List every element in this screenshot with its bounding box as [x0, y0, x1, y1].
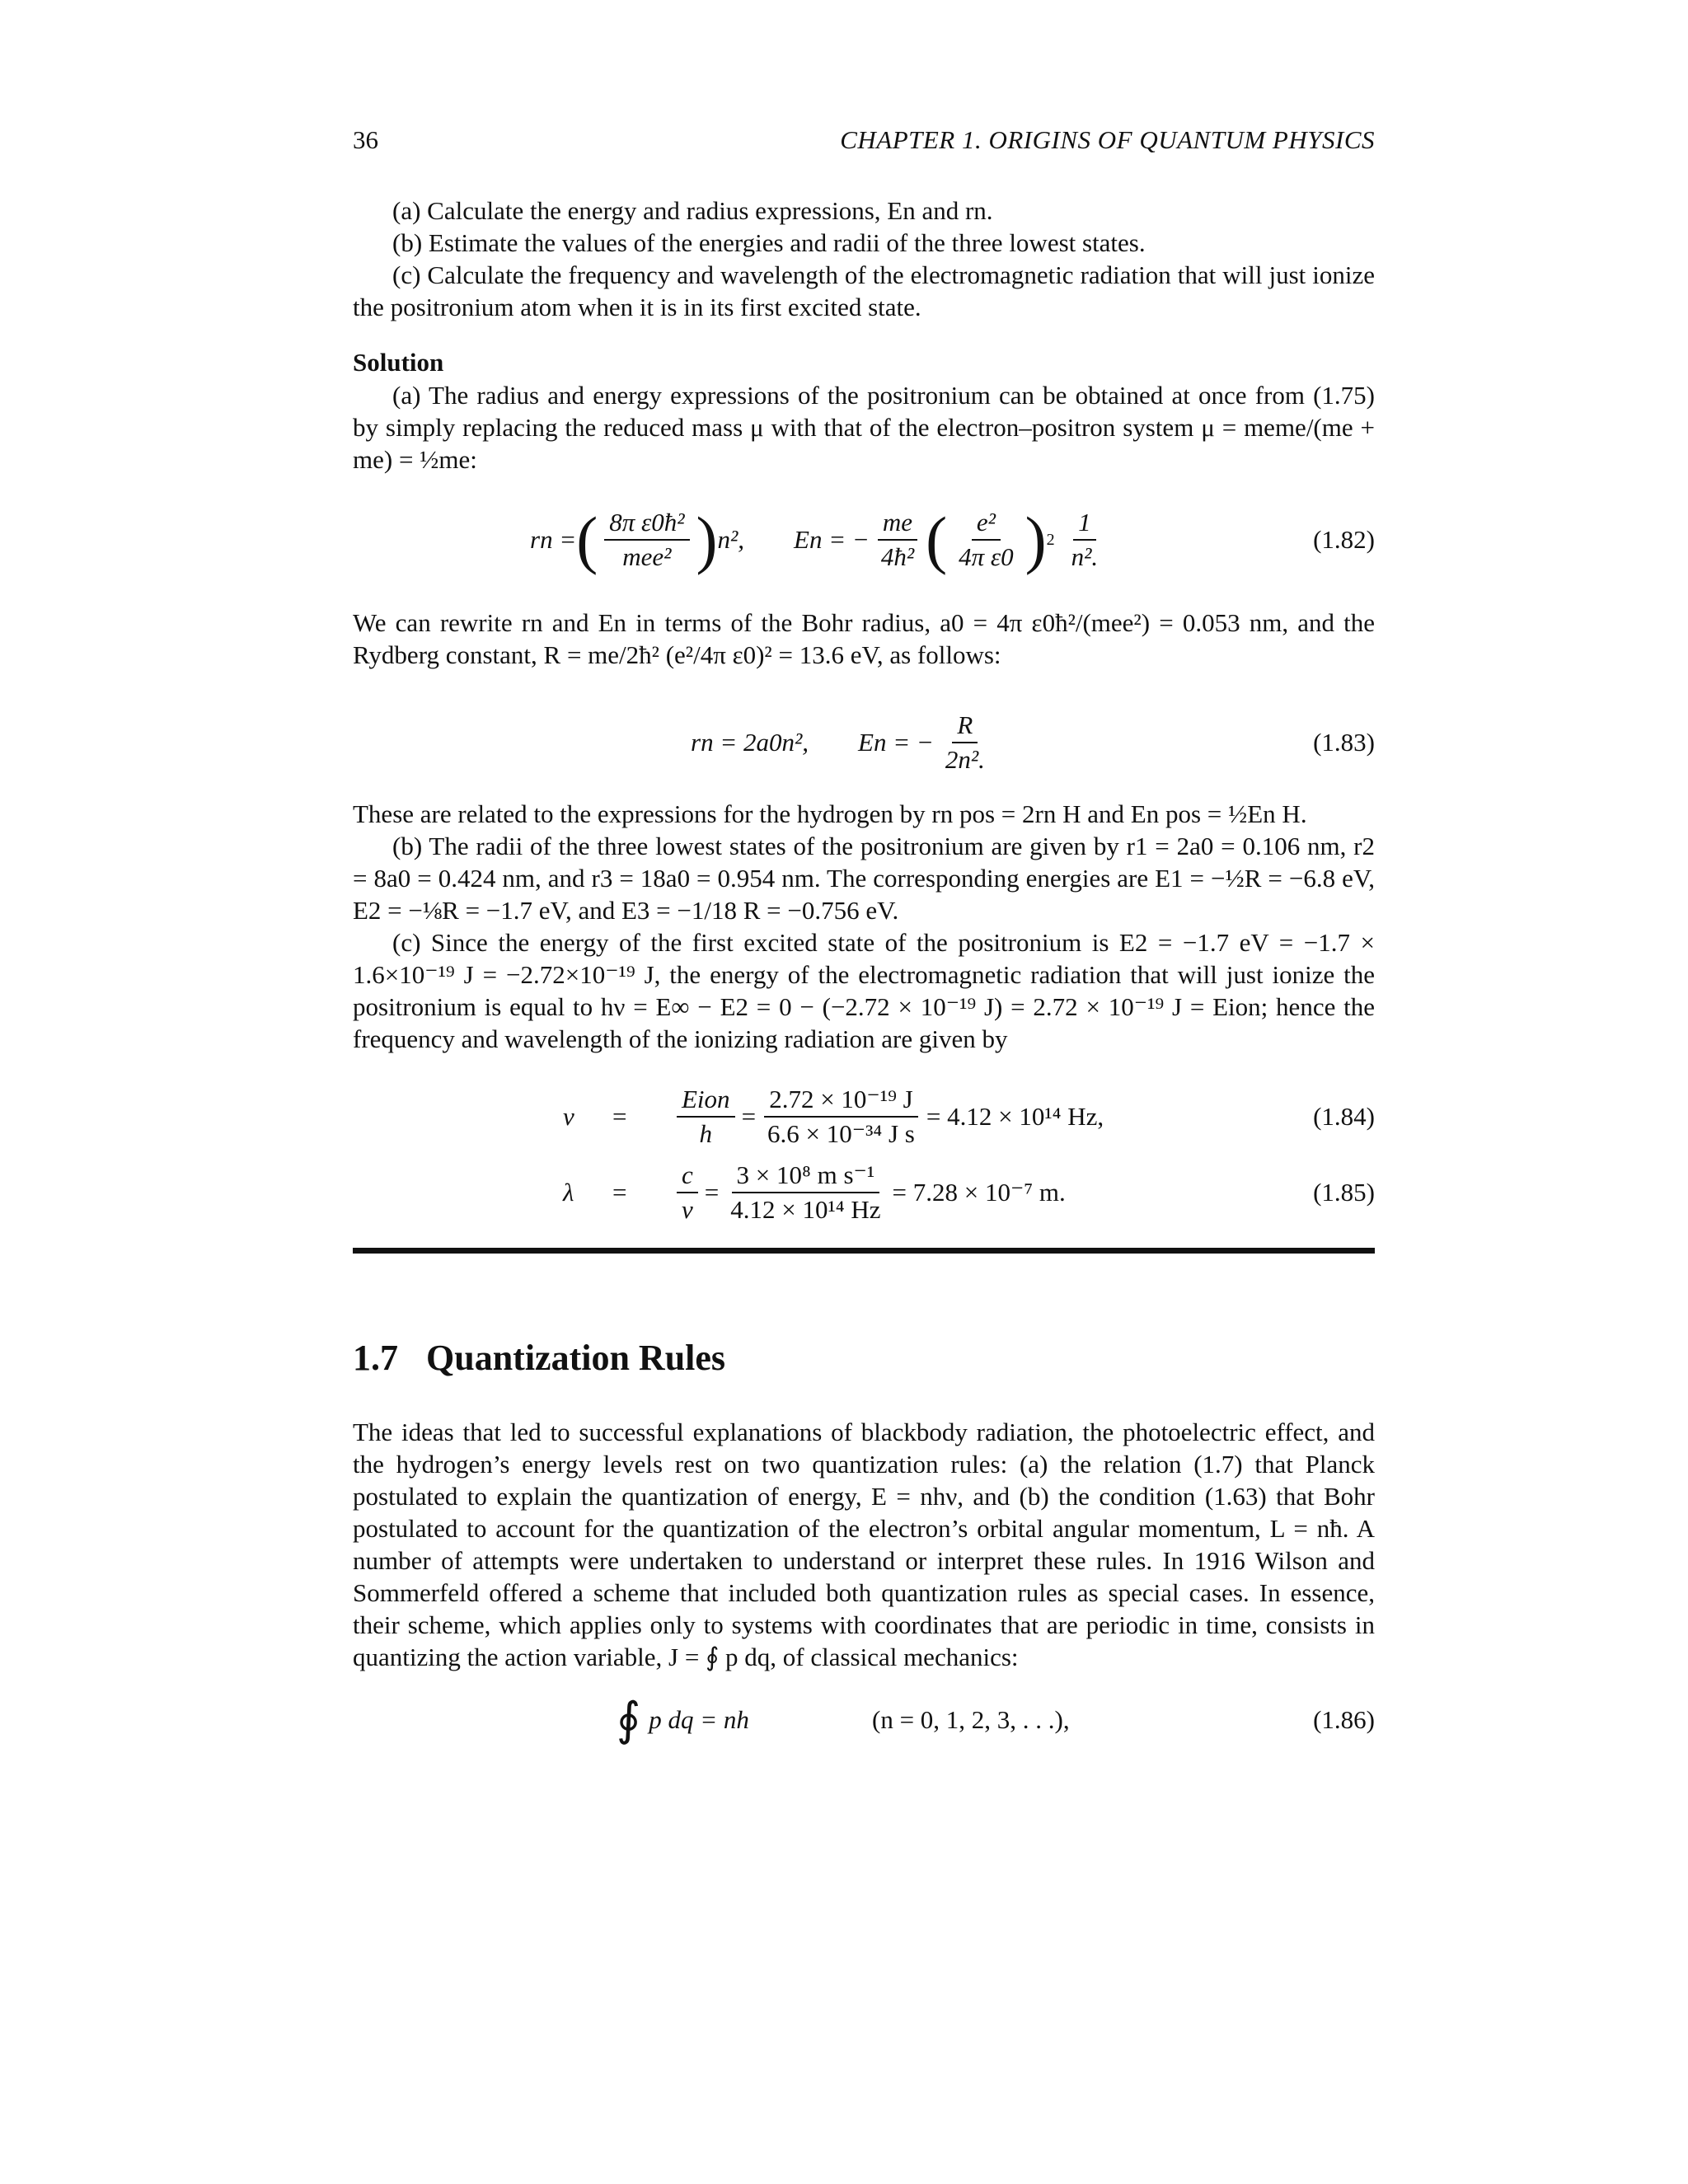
eq-186-condition: (n = 0, 1, 2, 3, . . .), — [872, 1705, 1070, 1734]
problem-part-a: (a) Calculate the energy and radius expressions, En and rn. — [392, 196, 993, 225]
book-page — [353, 0, 1375, 2184]
eq-184-result: = 4.12 × 10¹⁴ Hz, — [926, 1102, 1104, 1131]
eq-184-lhs: ν — [563, 1102, 574, 1131]
section-paragraph: The ideas that led to successful explanations of blackbody radiation, the photoelectric effect, and the hydrogen’s energy levels rest on two quantization rules: (a) the relation (1.7) that Planck postulated to explain the quantization of energy, E = nhν, and (b) the condition (1.63) that Bohr postulated to account for the quantization of the electron’s orbital angular momentum, L = nħ. A number of attempts were undertaken to understand or interpret these rules. In 1916 Wilson and Sommerfeld offered a scheme that included both quantization rules as special cases. In essence, their scheme, which applies only to systems with coordinates that are periodic in time, consists in quantizing the action variable, J = ∮ p dq, of classical mechanics: — [353, 1418, 1375, 1671]
eq-rn-tail: n², — [717, 525, 745, 554]
solution-paragraph-a: (a) The radius and energy expressions of the positronium can be obtained at once from (1.75) by simply replacing the reduced mass μ with that of the electron–positron system μ = memе/(me + me) = ½me: — [353, 381, 1375, 474]
eq-183-fraction: $\frac{R}{\text{2n².}}$ — [945, 710, 985, 774]
eq-184-fraction-2: $\frac{\text{2.72 × 10⁻¹⁹ J}}{\text{6.6 × 10⁻³⁴ J s}}$ — [762, 1085, 920, 1149]
solution-paragraph-c: (c) Since the energy of the first excited state of the positronium is E2 = −1.7 eV = −1.7 × 1.6×10⁻¹⁹ J = −2.72×10⁻¹⁹ J, the energy of the electromagnetic radiation that will just ionize the positronium is equal to hν = E∞ − E2 = 0 − (−2.72 × 10⁻¹⁹ J) = 2.72 × 10⁻¹⁹ J = Eion; hence the frequency and wavelength of the ionizing radiation are given by — [353, 928, 1375, 1053]
equation-1-86 — [353, 1683, 1375, 1757]
solution-end-rule — [353, 1248, 1375, 1254]
solution-paragraph-b: (b) The radii of the three lowest states of the positronium are given by r1 = 2a0 = 0.106 nm, r2 = 8a0 = 0.424 nm, and r3 = 18a0 = 0.954 nm. The corresponding energies are E1 = −½R = −6.8 eV, E2 = −⅛R = −1.7 eV, and E3 = −1/18 R = −0.756 eV. — [353, 832, 1375, 925]
chapter-title: CHAPTER 1. ORIGINS OF QUANTUM PHYSICS — [840, 125, 1375, 154]
eq-186-body: p dq = nh — [649, 1705, 749, 1734]
eq-183-en-lhs: En = − — [858, 728, 934, 757]
section-title: Quantization Rules — [426, 1338, 726, 1378]
equation-number-1-84: (1.84) — [1313, 1102, 1375, 1131]
equation-1-83 — [353, 705, 1375, 780]
equation-number-1-82: (1.82) — [1313, 525, 1375, 554]
eq-rn-lhs: rn = — [530, 525, 577, 554]
equation-1-82-body: rn = ( $\frac{\text{8π ε0ħ²}}{\text{mee²}}$ ) n², En = − $\frac{me}{\text{4ħ²}}$ ( $\frac{\text{e²}}{\text{4π ε0}}$ ) 2 $\frac{1}{\text{n².}}$ — [530, 503, 1109, 577]
problem-part-c: (c) Calculate the frequency and wavelength of the electromagnetic radiation that will just ionize the positronium atom when it is in its first excited state. — [353, 260, 1375, 321]
bohr-radius-paragraph: We can rewrite rn and En in terms of the Bohr radius, a0 = 4π ε0ħ²/(mee²) = 0.053 nm, and the Rydberg constant, R = me/2ħ² (e²/4π ε0)² = 13.6 eV, as follows: — [353, 608, 1375, 669]
equation-1-82 — [353, 503, 1375, 577]
eq-185-fraction-2: $\frac{\text{3 × 10⁸ m s⁻¹}}{\text{4.12 × 10¹⁴ Hz}}$ — [730, 1160, 881, 1224]
equation-1-84 — [353, 1080, 1375, 1154]
contour-integral-icon: ∮ — [617, 1694, 641, 1746]
problem-part-b: (b) Estimate the values of the energies and radii of the three lowest states. — [392, 228, 1146, 257]
solution-heading: Solution — [353, 348, 444, 377]
equation-1-85 — [353, 1155, 1375, 1230]
eq-en-e-fraction: $\frac{\text{e²}}{\text{4π ε0}}$ — [959, 508, 1014, 571]
eq-185-fraction-1: $\frac{c}{\nu}$ — [677, 1160, 698, 1225]
eq-rn-fraction: $\frac{\text{8π ε0ħ²}}{\text{mee²}}$ — [604, 508, 689, 572]
page-number: 36 — [353, 125, 378, 154]
eq-185-lhs: λ — [563, 1178, 574, 1207]
equation-1-86-body — [617, 1683, 749, 1757]
equation-number-1-86: (1.86) — [1313, 1705, 1375, 1734]
running-head — [353, 125, 1375, 162]
eq-en-me-fraction: $\frac{me}{\text{4ħ²}}$ — [876, 508, 919, 572]
hydrogen-relation-paragraph: These are related to the expressions for the hydrogen by rn pos = 2rn H and En pos = ½En H. — [353, 799, 1307, 828]
equation-1-83-body — [691, 705, 996, 780]
section-number: 1.7 — [353, 1338, 398, 1378]
eq-en-lhs: En = − — [794, 525, 870, 554]
equation-number-1-83: (1.83) — [1313, 728, 1375, 757]
eq-184-fraction-1: $\frac{\text{Eion}}{h}$ — [677, 1085, 735, 1149]
eq-en-n-fraction: $\frac{1}{\text{n².}}$ — [1071, 508, 1099, 571]
eq-185-result: = 7.28 × 10⁻⁷ m. — [892, 1178, 1066, 1207]
equation-1-84-body: ν = $\frac{\text{Eion}}{h}$ = $\frac{\text{2.72 × 10⁻¹⁹ J}}{\text{6.6 × 10⁻³⁴ J s}}$ = 4.12 × 10¹⁴ Hz, — [563, 1085, 1104, 1148]
equation-number-1-85: (1.85) — [1313, 1178, 1375, 1207]
equation-1-85-body: λ = $\frac{c}{\nu}$ = $\frac{\text{3 × 10⁸ m s⁻¹}}{\text{4.12 × 10¹⁴ Hz}}$ = 7.28 × 10⁻⁷ m. — [563, 1160, 1066, 1224]
eq-183-rn: rn = 2a0n², — [691, 728, 809, 757]
section-heading — [353, 1337, 725, 1379]
